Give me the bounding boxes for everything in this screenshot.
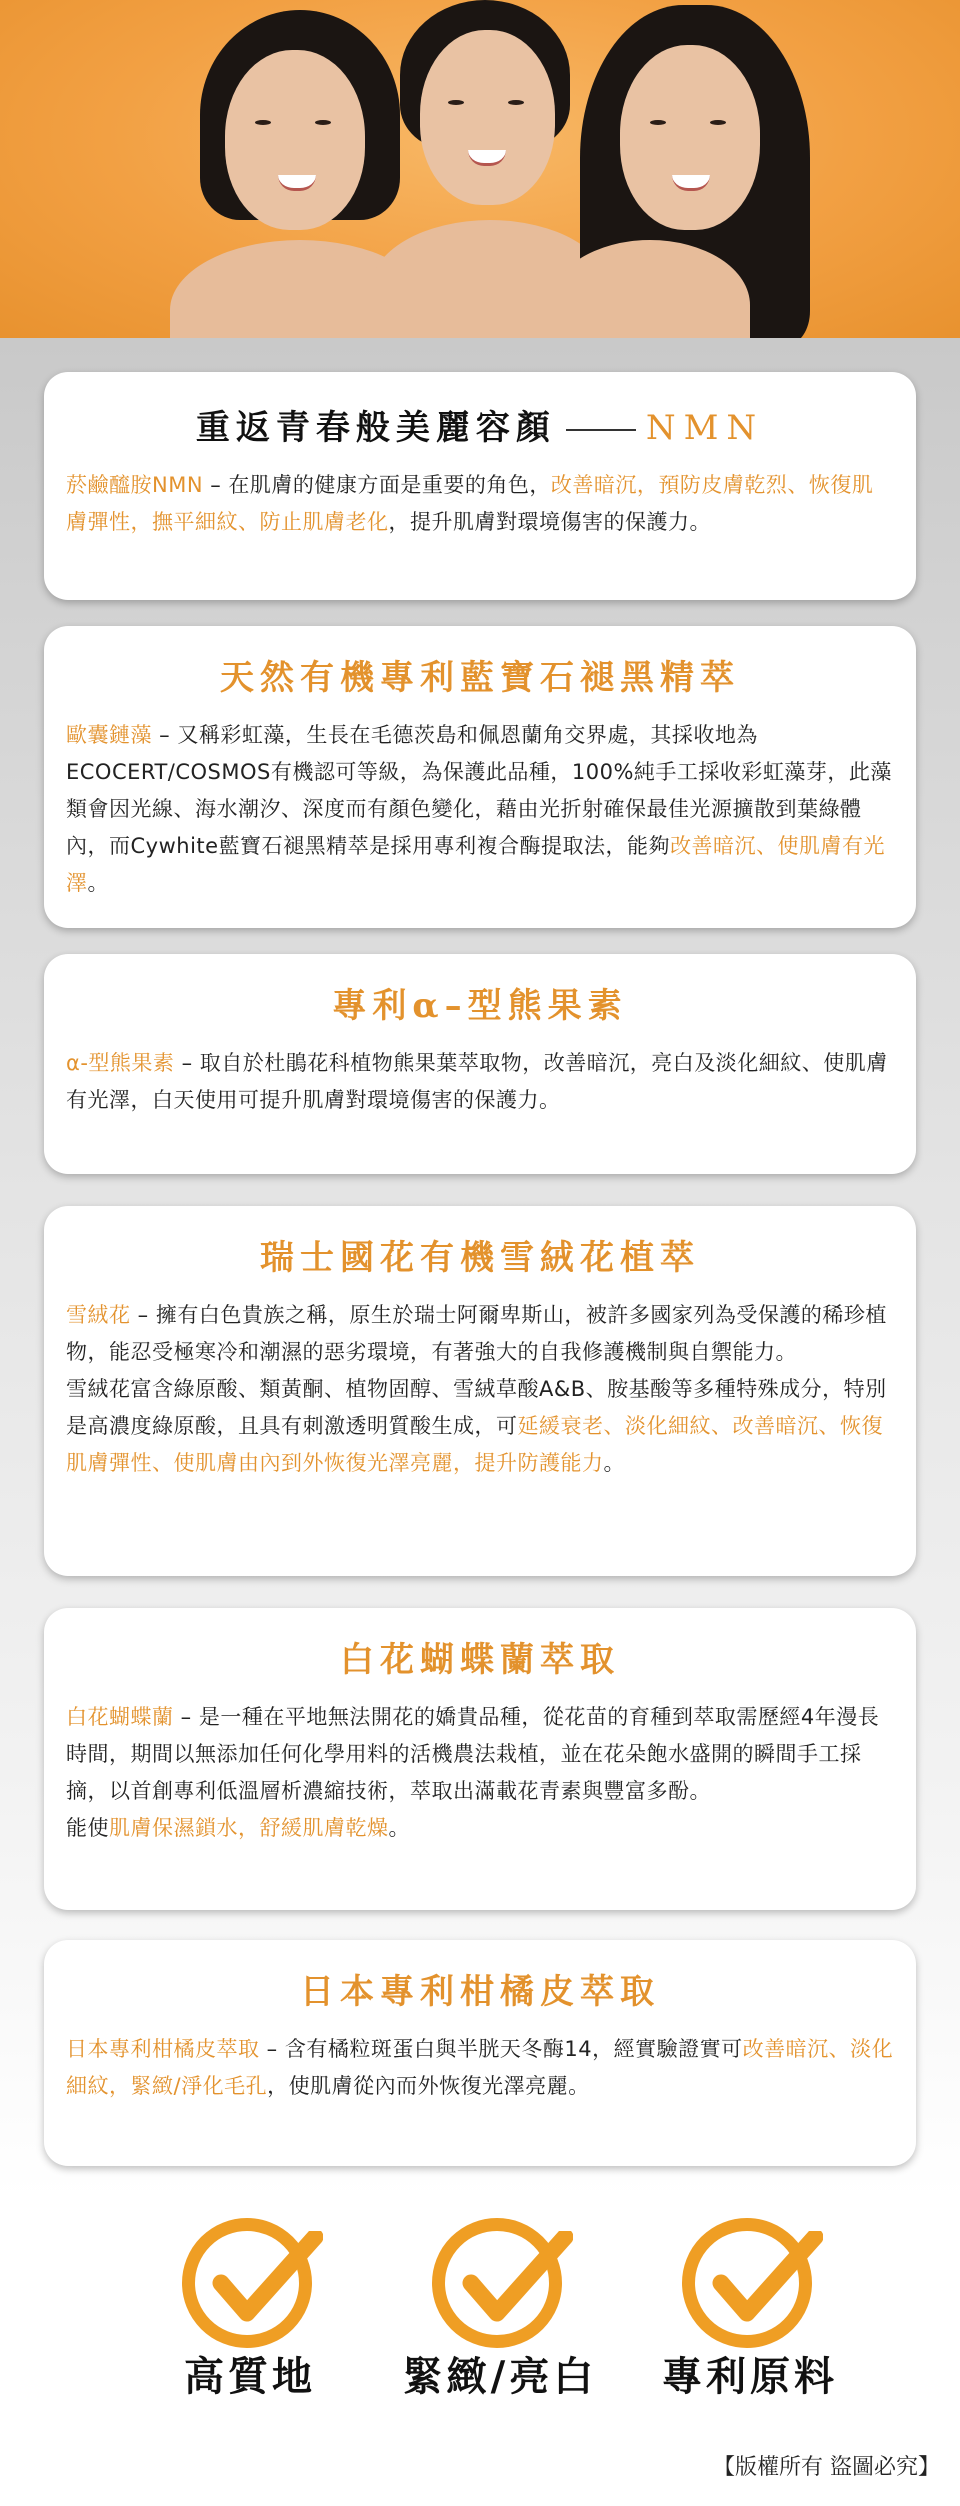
card-paragraph xyxy=(66,1699,894,1810)
card-body xyxy=(66,1045,894,1119)
card-body xyxy=(66,1297,894,1482)
body-text: – 擁有白色貴族之稱，原生於瑞士阿爾卑斯山，被許多國家列為受保護的稀珍植物，能忍受極寒冷和潮濕的惡劣環境，有著強大的自我修護機制與自禦能力。 xyxy=(66,1303,887,1364)
body-text: ，提升肌膚對環境傷害的保護力。 xyxy=(388,510,711,534)
badge-label-patent: 專利原料 xyxy=(662,2353,838,2400)
highlight-text: 雪絨花 xyxy=(66,1303,131,1327)
card-body xyxy=(66,2031,894,2105)
model-right xyxy=(560,5,840,338)
body-text: 能使 xyxy=(66,1816,109,1840)
check-circle-icon xyxy=(182,2218,312,2348)
highlight-text: 菸鹼醯胺NMN xyxy=(66,473,204,497)
body-text: – 又稱彩虹藻，生長在毛德茨島和佩恩蘭角交界處，其採收地為ECOCERT/COSMOS有機認可等級，為保護此品種，100%純手工採收彩虹藻芽，此藻類會因光線、海水潮汐、深度而有顏色變化，藉由光折射確保最佳光源擴散到葉綠體內，而Cywhite藍寶石褪黑精萃是採用專利複合酶提取法，能夠 xyxy=(66,723,892,858)
body-text: ，使肌膚從內而外恢復光澤亮麗。 xyxy=(267,2074,590,2098)
body-text: 。 xyxy=(87,871,109,895)
highlight-text: 改善暗沉、使肌膚有光澤 xyxy=(66,834,886,895)
highlight-text: 改善暗沉、淡化細紋，緊緻/淨化毛孔 xyxy=(66,2037,894,2098)
card-paragraph xyxy=(66,717,894,902)
highlight-text: 白花蝴蝶蘭 xyxy=(66,1705,174,1729)
body-text: – 是一種在平地無法開花的嬌貴品種，從花苗的育種到萃取需歷經4年漫長時間，期間以無添加任何化學用料的活機農法栽植，並在花朵飽水盛開的瞬間手工採摘，以首創專利低溫層析濃縮技術，萃取出滿載花青素與豐富多酚。 xyxy=(66,1705,880,1803)
copyright-notice: 【版權所有 盜圖必究】 xyxy=(713,2455,940,2480)
card-title-main: 重返青春般美麗容顏 xyxy=(195,408,556,448)
highlight-text: 日本專利柑橘皮萃取 xyxy=(66,2037,260,2061)
card-paragraph xyxy=(66,467,894,541)
card-paragraph xyxy=(66,1297,894,1371)
body-text: – 含有橘粒斑蛋白與半胱天冬酶14，經實驗證實可 xyxy=(259,2037,743,2061)
badge-label-firming: 緊緻/亮白 xyxy=(402,2353,598,2400)
card-paragraph xyxy=(66,1810,894,1847)
card-alpha-arbutin xyxy=(44,954,916,1174)
card-paragraph xyxy=(66,2031,894,2105)
check-circle-icon xyxy=(682,2218,812,2348)
title-divider xyxy=(566,429,636,431)
card-nmn xyxy=(44,372,916,600)
body-text: 。 xyxy=(388,1816,410,1840)
card-phalaenopsis xyxy=(44,1608,916,1910)
card-body xyxy=(66,1699,894,1847)
card-paragraph xyxy=(66,1045,894,1119)
highlight-text: 改善暗沉，預防皮膚乾烈、恢復肌膚彈性，撫平細紋、防止肌膚老化 xyxy=(66,473,874,534)
card-title xyxy=(66,400,894,449)
card-title: 白花蝴蝶蘭萃取 xyxy=(340,1640,620,1680)
card-title-accent: NMN xyxy=(645,408,765,448)
hero-image xyxy=(0,0,960,338)
body-text: 雪絨花富含綠原酸、類黃酮、植物固醇、雪絨草酸A&B、胺基酸等多種特殊成分，特別是高濃度綠原酸，且具有刺激透明質酸生成，可 xyxy=(66,1377,887,1438)
body-text: – 在肌膚的健康方面是重要的角色， xyxy=(203,473,551,497)
card-body xyxy=(66,717,894,902)
body-text: – 取自於杜鵑花科植物熊果葉萃取物，改善暗沉，亮白及淡化細紋、使肌膚有光澤，白天使用可提升肌膚對環境傷害的保護力。 xyxy=(66,1051,888,1112)
highlight-text: 肌膚保濕鎖水，舒緩肌膚乾燥 xyxy=(109,1816,389,1840)
card-title: 專利α–型熊果素 xyxy=(332,986,628,1026)
card-edelweiss xyxy=(44,1206,916,1576)
badge-label-texture: 高質地 xyxy=(184,2353,316,2400)
card-title: 瑞士國花有機雪絨花植萃 xyxy=(260,1238,700,1278)
highlight-text: α-型熊果素 xyxy=(66,1051,175,1075)
check-circle-icon xyxy=(432,2218,562,2348)
body-text: 。 xyxy=(603,1451,625,1475)
card-title: 天然有機專利藍寶石褪黑精萃 xyxy=(220,658,740,698)
highlight-text: 延緩衰老、淡化細紋、改善暗沉、恢復肌膚彈性、使肌膚由內到外恢復光澤亮麗，提升防護能力 xyxy=(66,1414,883,1475)
card-body xyxy=(66,467,894,541)
highlight-text: 歐囊鏈藻 xyxy=(66,723,152,747)
card-citrus-peel xyxy=(44,1940,916,2166)
card-sapphire-melatonin xyxy=(44,626,916,928)
card-paragraph xyxy=(66,1371,894,1482)
card-title: 日本專利柑橘皮萃取 xyxy=(300,1972,660,2012)
